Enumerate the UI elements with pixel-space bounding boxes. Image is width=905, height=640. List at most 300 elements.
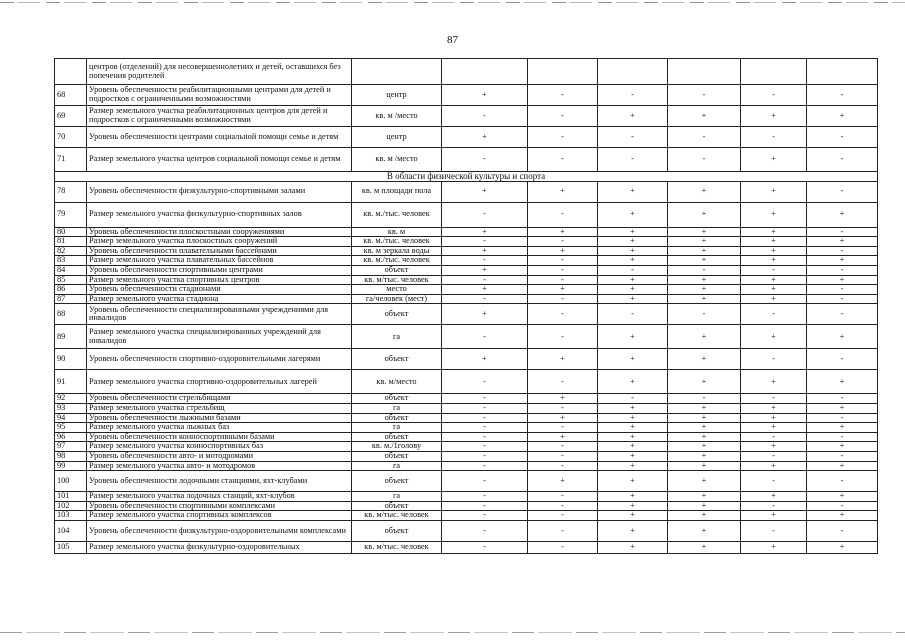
unit-of-measure: объект: [352, 451, 442, 461]
level-mark-1: -: [442, 294, 528, 304]
level-mark-1: +: [442, 285, 528, 295]
level-mark-3: +: [598, 237, 668, 247]
table-row: [55, 127, 878, 148]
level-mark-4: +: [668, 285, 741, 295]
level-mark-3: +: [598, 349, 668, 370]
level-mark-3: +: [598, 227, 668, 237]
level-mark-2: -: [528, 492, 598, 502]
row-number: 85: [55, 275, 87, 285]
unit-of-measure: га: [352, 423, 442, 433]
level-mark-1: -: [442, 237, 528, 247]
level-mark-6: -: [807, 432, 878, 442]
table-row: [55, 471, 878, 492]
level-mark-6: +: [807, 202, 878, 227]
level-mark-1: -: [442, 541, 528, 553]
row-number: 92: [55, 394, 87, 404]
level-mark-5: +: [741, 237, 807, 247]
level-mark-1: -: [442, 501, 528, 511]
level-mark-3: +: [598, 106, 668, 127]
level-mark-4: +: [668, 246, 741, 256]
level-mark-6: +: [807, 275, 878, 285]
row-number: 78: [55, 181, 87, 202]
indicator-name: Уровень обеспеченности плоскостными сооружениями: [87, 227, 352, 237]
table-row: [55, 492, 878, 502]
unit-of-measure: кв. м /место: [352, 148, 442, 172]
level-mark-1: -: [442, 148, 528, 172]
level-mark-5: -: [741, 501, 807, 511]
level-mark-2: -: [528, 511, 598, 521]
unit-of-measure: кв. м площади пола: [352, 181, 442, 202]
row-number: 91: [55, 370, 87, 394]
level-mark-1: -: [442, 413, 528, 423]
level-mark-6: +: [807, 256, 878, 266]
level-mark-6: -: [807, 520, 878, 541]
row-number: 88: [55, 304, 87, 325]
row-number: 71: [55, 148, 87, 172]
row-number: 68: [55, 85, 87, 106]
table-row: [55, 106, 878, 127]
row-number: 100: [55, 471, 87, 492]
level-mark-3: +: [598, 442, 668, 452]
level-mark-2: +: [528, 349, 598, 370]
indicator-name: Размер земельного участка авто- и мотодромов: [87, 461, 352, 471]
unit-of-measure: га: [352, 403, 442, 413]
level-mark-3: +: [598, 541, 668, 553]
unit-of-measure: объект: [352, 432, 442, 442]
indicator-name: Уровень обеспеченности стадионами: [87, 285, 352, 295]
row-number: 96: [55, 432, 87, 442]
level-mark-4: +: [668, 511, 741, 521]
indicator-name: Уровень обеспеченности стрельбищами: [87, 394, 352, 404]
level-mark-3: -: [598, 304, 668, 325]
level-mark-6: -: [807, 265, 878, 275]
scan-edge-top: [0, 2, 905, 3]
row-number: 69: [55, 106, 87, 127]
level-mark-2: -: [528, 202, 598, 227]
unit-of-measure: объект: [352, 501, 442, 511]
row-number: 95: [55, 423, 87, 433]
level-mark-5: -: [741, 394, 807, 404]
indicator-name: Размер земельного участка спортивных центров: [87, 275, 352, 285]
indicator-name: Уровень обеспеченности конноспортивными базами: [87, 432, 352, 442]
page-number: 87: [447, 34, 458, 46]
table-row: [55, 442, 878, 452]
level-mark-4: +: [668, 325, 741, 349]
level-mark-2: -: [528, 127, 598, 148]
level-mark-2: +: [528, 181, 598, 202]
level-mark-5: -: [741, 127, 807, 148]
level-mark-2: -: [528, 370, 598, 394]
level-mark-1: -: [442, 403, 528, 413]
unit-of-measure: объект: [352, 304, 442, 325]
row-number: 94: [55, 413, 87, 423]
level-mark-2: -: [528, 106, 598, 127]
level-mark-5: +: [741, 285, 807, 295]
unit-of-measure: га: [352, 492, 442, 502]
row-number: 79: [55, 202, 87, 227]
level-mark-1: -: [442, 423, 528, 433]
table-row: [55, 304, 878, 325]
indicator-name: Размер земельного участка плоскостных сооружений: [87, 237, 352, 247]
level-mark-6: +: [807, 541, 878, 553]
level-mark-1: -: [442, 202, 528, 227]
level-mark-6: +: [807, 106, 878, 127]
level-mark-4: -: [668, 304, 741, 325]
level-mark-2: +: [528, 227, 598, 237]
level-mark-6: +: [807, 370, 878, 394]
table-row: [55, 423, 878, 433]
table-row: [55, 285, 878, 295]
level-mark-1: +: [442, 127, 528, 148]
indicator-name: Уровень обеспеченности лыжными базами: [87, 413, 352, 423]
table-row: [55, 370, 878, 394]
level-mark-6: +: [807, 403, 878, 413]
level-mark-6: -: [807, 413, 878, 423]
level-mark-5: -: [741, 349, 807, 370]
level-mark-2: +: [528, 413, 598, 423]
unit-of-measure: кв. м/тыс. человек: [352, 275, 442, 285]
level-mark-2: -: [528, 237, 598, 247]
level-mark-3: -: [598, 394, 668, 404]
level-mark-5: [741, 59, 807, 85]
indicator-name: центров (отделений) для несовершеннолетних и детей, оставшихся без попечения родителей: [87, 59, 352, 85]
level-mark-2: -: [528, 461, 598, 471]
indicator-name: Размер земельного участка спортивных комплексов: [87, 511, 352, 521]
row-number: 87: [55, 294, 87, 304]
level-mark-5: +: [741, 461, 807, 471]
level-mark-3: +: [598, 451, 668, 461]
row-number: 103: [55, 511, 87, 521]
indicator-name: Размер земельного участка стрельбищ: [87, 403, 352, 413]
unit-of-measure: объект: [352, 394, 442, 404]
row-number: 84: [55, 265, 87, 275]
level-mark-4: +: [668, 349, 741, 370]
table-row: [55, 59, 878, 85]
level-mark-4: +: [668, 413, 741, 423]
level-mark-3: +: [598, 520, 668, 541]
level-mark-3: -: [598, 85, 668, 106]
level-mark-1: -: [442, 370, 528, 394]
unit-of-measure: кв. м/место: [352, 370, 442, 394]
level-mark-5: +: [741, 423, 807, 433]
level-mark-6: +: [807, 492, 878, 502]
indicator-name: Размер земельного участка стадиона: [87, 294, 352, 304]
level-mark-3: +: [598, 461, 668, 471]
level-mark-2: -: [528, 423, 598, 433]
indicator-name: Размер земельного участка конноспортивных баз: [87, 442, 352, 452]
table-row: [55, 202, 878, 227]
unit-of-measure: кв. м: [352, 227, 442, 237]
indicator-name: Размер земельного участка плавательных бассейнов: [87, 256, 352, 266]
level-mark-5: +: [741, 511, 807, 521]
table-row: [55, 403, 878, 413]
level-mark-3: +: [598, 511, 668, 521]
level-mark-3: +: [598, 423, 668, 433]
unit-of-measure: кв. м./тыс. человек: [352, 256, 442, 266]
level-mark-4: +: [668, 451, 741, 461]
unit-of-measure: объект: [352, 520, 442, 541]
row-number: 102: [55, 501, 87, 511]
level-mark-4: -: [668, 394, 741, 404]
level-mark-5: +: [741, 413, 807, 423]
section-title: В области физической культуры и спорта: [55, 172, 878, 182]
level-mark-1: -: [442, 492, 528, 502]
level-mark-5: +: [741, 148, 807, 172]
level-mark-3: +: [598, 492, 668, 502]
level-mark-1: -: [442, 451, 528, 461]
unit-of-measure: объект: [352, 471, 442, 492]
level-mark-2: +: [528, 471, 598, 492]
level-mark-4: +: [668, 423, 741, 433]
level-mark-6: -: [807, 304, 878, 325]
level-mark-4: [668, 59, 741, 85]
level-mark-2: -: [528, 451, 598, 461]
indicator-name: Уровень обеспеченности лодочными станциями, яхт-клубами: [87, 471, 352, 492]
level-mark-2: -: [528, 265, 598, 275]
level-mark-5: -: [741, 451, 807, 461]
level-mark-2: +: [528, 432, 598, 442]
table-row: [55, 511, 878, 521]
level-mark-1: +: [442, 181, 528, 202]
level-mark-5: -: [741, 85, 807, 106]
level-mark-3: +: [598, 275, 668, 285]
level-mark-3: +: [598, 202, 668, 227]
level-mark-4: +: [668, 256, 741, 266]
level-mark-1: -: [442, 275, 528, 285]
row-number: 70: [55, 127, 87, 148]
indicator-name: Уровень обеспеченности спортивно-оздоровительными лагерями: [87, 349, 352, 370]
level-mark-4: +: [668, 181, 741, 202]
level-mark-6: -: [807, 285, 878, 295]
level-mark-4: -: [668, 148, 741, 172]
row-number: 98: [55, 451, 87, 461]
level-mark-3: -: [598, 265, 668, 275]
level-mark-2: -: [528, 148, 598, 172]
level-mark-5: +: [741, 403, 807, 413]
level-mark-4: +: [668, 403, 741, 413]
row-number: 101: [55, 492, 87, 502]
level-mark-2: -: [528, 85, 598, 106]
indicator-name: Размер земельного участка спортивно-оздоровительных лагерей: [87, 370, 352, 394]
level-mark-1: [442, 59, 528, 85]
row-number: 99: [55, 461, 87, 471]
level-mark-1: -: [442, 394, 528, 404]
level-mark-5: -: [741, 304, 807, 325]
level-mark-5: +: [741, 541, 807, 553]
level-mark-6: -: [807, 471, 878, 492]
level-mark-5: -: [741, 520, 807, 541]
unit-of-measure: кв. м/тыс. человек: [352, 511, 442, 521]
level-mark-6: -: [807, 394, 878, 404]
level-mark-3: +: [598, 403, 668, 413]
scan-edge-bottom: [0, 632, 905, 633]
level-mark-2: +: [528, 394, 598, 404]
table-row: [55, 237, 878, 247]
level-mark-1: +: [442, 246, 528, 256]
level-mark-6: +: [807, 423, 878, 433]
section-header-row: [55, 172, 878, 182]
level-mark-1: +: [442, 85, 528, 106]
level-mark-5: +: [741, 294, 807, 304]
indicator-name: Размер земельного участка лыжных баз: [87, 423, 352, 433]
level-mark-6: -: [807, 148, 878, 172]
level-mark-4: +: [668, 461, 741, 471]
level-mark-2: -: [528, 275, 598, 285]
level-mark-1: +: [442, 227, 528, 237]
level-mark-6: +: [807, 237, 878, 247]
indicator-name: Уровень обеспеченности плавательными бассейнами: [87, 246, 352, 256]
level-mark-4: -: [668, 85, 741, 106]
table-row: [55, 256, 878, 266]
indicator-name: Уровень обеспеченности спортивными комплексами: [87, 501, 352, 511]
level-mark-3: -: [598, 127, 668, 148]
level-mark-1: -: [442, 106, 528, 127]
unit-of-measure: га/человек (мест): [352, 294, 442, 304]
level-mark-4: +: [668, 237, 741, 247]
level-mark-2: -: [528, 541, 598, 553]
regulation-table: [54, 58, 878, 554]
row-number: 105: [55, 541, 87, 553]
indicator-name: Уровень обеспеченности центрами социальной помощи семье и детям: [87, 127, 352, 148]
table-row: [55, 294, 878, 304]
indicator-name: Уровень обеспеченности специализированными учреждениями для инвалидов: [87, 304, 352, 325]
indicator-name: Размер земельного участка центров социальной помощи семье и детям: [87, 148, 352, 172]
level-mark-3: +: [598, 325, 668, 349]
indicator-name: Уровень обеспеченности физкультурно-спортивными залами: [87, 181, 352, 202]
level-mark-6: -: [807, 227, 878, 237]
level-mark-2: -: [528, 256, 598, 266]
unit-of-measure: центр: [352, 127, 442, 148]
unit-of-measure: га: [352, 461, 442, 471]
table-row: [55, 461, 878, 471]
level-mark-1: +: [442, 349, 528, 370]
level-mark-6: -: [807, 451, 878, 461]
table-row: [55, 541, 878, 553]
row-number: 93: [55, 403, 87, 413]
level-mark-6: +: [807, 461, 878, 471]
unit-of-measure: [352, 59, 442, 85]
level-mark-5: +: [741, 181, 807, 202]
level-mark-4: +: [668, 227, 741, 237]
level-mark-5: +: [741, 492, 807, 502]
indicator-name: Уровень обеспеченности авто- и мотодромами: [87, 451, 352, 461]
row-number: 81: [55, 237, 87, 247]
level-mark-6: -: [807, 349, 878, 370]
level-mark-1: +: [442, 265, 528, 275]
row-number: 80: [55, 227, 87, 237]
level-mark-5: +: [741, 246, 807, 256]
unit-of-measure: кв. м./тыс. человек: [352, 237, 442, 247]
table-row: [55, 413, 878, 423]
level-mark-3: +: [598, 285, 668, 295]
level-mark-5: +: [741, 442, 807, 452]
table-row: [55, 349, 878, 370]
level-mark-1: -: [442, 471, 528, 492]
level-mark-6: +: [807, 325, 878, 349]
indicator-name: Размер земельного участка физкультурно-оздоровительных: [87, 541, 352, 553]
table-row: [55, 451, 878, 461]
row-number: 97: [55, 442, 87, 452]
table-row: [55, 325, 878, 349]
row-number: 90: [55, 349, 87, 370]
level-mark-3: +: [598, 370, 668, 394]
level-mark-4: +: [668, 294, 741, 304]
level-mark-2: +: [528, 285, 598, 295]
level-mark-1: -: [442, 256, 528, 266]
unit-of-measure: кв. м/тыс. человек: [352, 541, 442, 553]
table-row: [55, 520, 878, 541]
level-mark-3: -: [598, 148, 668, 172]
row-number: 83: [55, 256, 87, 266]
table-row: [55, 275, 878, 285]
level-mark-4: +: [668, 501, 741, 511]
level-mark-2: -: [528, 520, 598, 541]
level-mark-4: +: [668, 541, 741, 553]
indicator-name: Размер земельного участка физкультурно-спортивных залов: [87, 202, 352, 227]
table-row: [55, 181, 878, 202]
level-mark-1: -: [442, 461, 528, 471]
level-mark-1: -: [442, 511, 528, 521]
level-mark-3: +: [598, 501, 668, 511]
unit-of-measure: место: [352, 285, 442, 295]
unit-of-measure: объект: [352, 265, 442, 275]
level-mark-6: -: [807, 85, 878, 106]
unit-of-measure: кв. м./1голову: [352, 442, 442, 452]
level-mark-6: [807, 59, 878, 85]
level-mark-1: -: [442, 325, 528, 349]
level-mark-4: -: [668, 265, 741, 275]
unit-of-measure: кв. м./тыс. человек: [352, 202, 442, 227]
level-mark-1: +: [442, 304, 528, 325]
level-mark-4: +: [668, 106, 741, 127]
level-mark-3: +: [598, 256, 668, 266]
unit-of-measure: га: [352, 325, 442, 349]
level-mark-3: [598, 59, 668, 85]
level-mark-5: +: [741, 202, 807, 227]
level-mark-4: -: [668, 127, 741, 148]
level-mark-2: -: [528, 294, 598, 304]
level-mark-6: +: [807, 442, 878, 452]
level-mark-4: +: [668, 275, 741, 285]
indicator-name: Уровень обеспеченности спортивными центрами: [87, 265, 352, 275]
level-mark-3: +: [598, 181, 668, 202]
level-mark-5: +: [741, 370, 807, 394]
table-row: [55, 85, 878, 106]
level-mark-4: +: [668, 370, 741, 394]
unit-of-measure: кв. м /место: [352, 106, 442, 127]
level-mark-2: -: [528, 403, 598, 413]
unit-of-measure: объект: [352, 349, 442, 370]
level-mark-3: +: [598, 413, 668, 423]
level-mark-5: -: [741, 432, 807, 442]
level-mark-2: [528, 59, 598, 85]
level-mark-3: +: [598, 471, 668, 492]
level-mark-2: -: [528, 304, 598, 325]
table-row: [55, 148, 878, 172]
level-mark-4: +: [668, 520, 741, 541]
row-number: 86: [55, 285, 87, 295]
level-mark-2: -: [528, 501, 598, 511]
level-mark-4: +: [668, 432, 741, 442]
indicator-name: Размер земельного участка лодочных станций, яхт-клубов: [87, 492, 352, 502]
level-mark-4: +: [668, 492, 741, 502]
level-mark-5: -: [741, 265, 807, 275]
level-mark-2: -: [528, 442, 598, 452]
level-mark-4: +: [668, 442, 741, 452]
row-number: 104: [55, 520, 87, 541]
level-mark-5: +: [741, 106, 807, 127]
level-mark-5: +: [741, 325, 807, 349]
